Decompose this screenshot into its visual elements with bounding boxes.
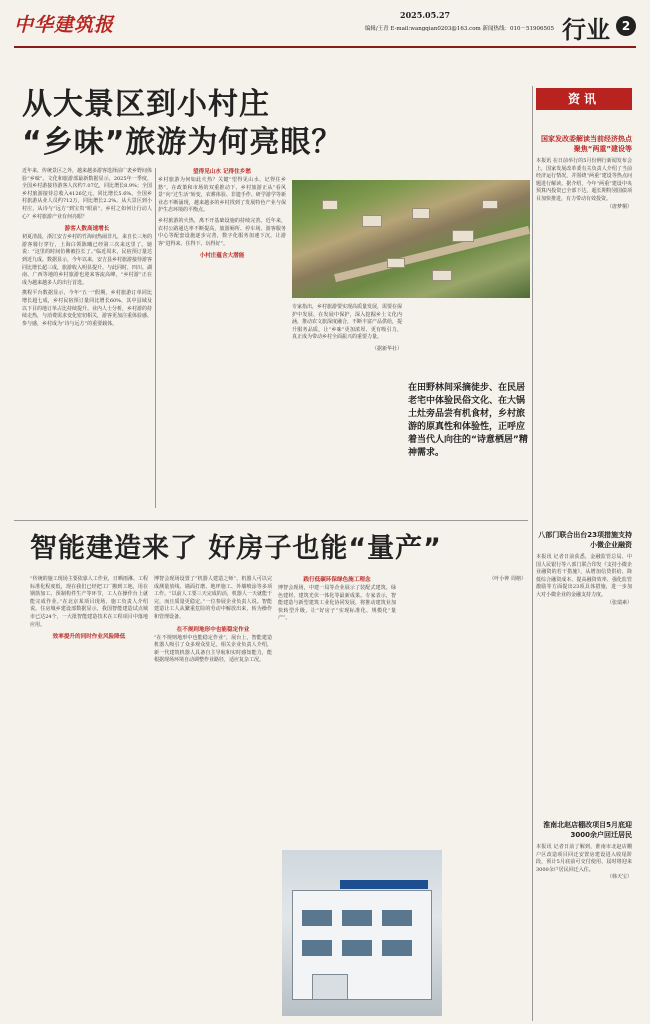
- article1-body-1: 初夏清晨，浙江安吉乡村的竹海间热闹非凡，来自长三角的游客骑行穿行，上海白领陈曦已经第三次来这里了。她说：“这里的时间仿佛被拉长了。”临近周末，民宿预订量达到近九成。数据显示，今年以来，安吉县乡村旅游接待游客同比增长超三成，旅游收入明显提升。与此同时，四川、湖南、广西等地的乡村旅游也迎来客流高峰，“乡村游”正在成为越来越多人的出行首选。: [22, 234, 153, 286]
- article2-body-4: 博智会现场，中建一局等企业展示了装配式建筑、绿色建材、建筑光伏一体化等最新成果。专家表示，智能建造与新型建筑工业化协同发展，将推动建筑业加快转型升级，让“好房子”实现标准化、规模化“量产”。: [278, 585, 396, 622]
- page-number-badge: 2: [616, 16, 636, 36]
- masthead: [14, 8, 636, 48]
- article1-subhead-1: 游客人数高速增长: [64, 226, 110, 233]
- article2-subhead-3: 践行低碳环保绿色施工理念: [303, 577, 371, 583]
- article1-body-5: 专家指出，乡村旅游要实现高质量发展，需要在保护中发展、在发展中保护，深入挖掘乡土文化内涵，推动农文旅深度融合，不断丰富产品供给，提升服务品质，让“乡味”更加浓厚、更有吸引力，真正成为带动乡村全面振兴的重要力量。: [292, 304, 403, 341]
- article1-subhead-3: 小村庄蕴含大潜能: [199, 253, 245, 260]
- sidebar-item-2-body: 本报讯 记者日前获悉，金融监管总局、中国人民银行等八部门联合印发《支持小微企业融资的若干措施》，从增加信贷供给、降低综合融资成本、提高融资效率、强化监管激励等方面提出23项具体措施，进一步加大对小微企业的金融支持力度。: [536, 554, 632, 598]
- article2-body-2: 博智会现场设置了“机器人建造之师”，机器人可以完成测量放线、墙面打磨、地坪施工、外墙喷涂等多项工作。“以前人工要三天完成的活，机器人一天就能干完，而且质量更稳定。”一位参展企业负责人说。智能建造让工人从繁重危险的劳动中解放出来，转为操作和管理设备。: [154, 576, 272, 620]
- article2-body-3: “在不规则地形中也能稳定作业”，展台上，智能建造机器人吸引了众多观众驻足。相关企业负责人介绍，新一代建筑机器人具备自主导航和实时感知能力，能根据现场环境自动调整作业路径，适应复杂工况。: [154, 634, 272, 664]
- issue-date: 2025.05.27: [400, 10, 451, 20]
- sidebar-item-1: [536, 134, 632, 211]
- article1-subhead-2: 望得见山水 记得住乡愁: [193, 169, 251, 175]
- news-briefs-tag: 资讯: [536, 88, 632, 110]
- sidebar-item-3-byline: （韩天宝）: [606, 874, 632, 881]
- article2-column-4: [402, 576, 526, 584]
- article1-column-3: [292, 304, 402, 354]
- article2-column-2: [154, 576, 272, 665]
- village-aerial-photo: [292, 180, 530, 298]
- article2-subhead-1: 效率提升的同时作业风险降低: [52, 634, 126, 641]
- article2-column-3: [278, 576, 396, 623]
- newspaper-logo: 中华建筑报: [14, 14, 115, 36]
- sidebar-item-1-headline: 国家发改委解读当前经济热点聚焦“两重”建设等: [541, 135, 632, 153]
- sidebar-item-3: [536, 820, 632, 882]
- article1-body-2: 携程平台数据显示，今年“五一”假期，乡村旅游订单同比增长超七成，乡村民宿预订量同比增长60%，其中县域及以下目的地订单占比持续提升。业内人士分析，乡村游的持续走热，与消费需求变化密切相关，游客更加注重体验感、参与感，乡村成为“诗与远方”的重要载体。: [22, 290, 153, 327]
- sidebar-item-3-headline: 淮南北赵店棚改项目5月底迎3000余户回迁居民: [543, 821, 632, 839]
- sidebar-divider: [532, 86, 533, 1021]
- article2-column-1: [30, 576, 148, 642]
- article1-column-1: [22, 168, 152, 328]
- article1-column-2: [158, 168, 286, 261]
- article1-body-3: 乡村旅游为何如此火热？关键“望得见山水、记得住乡愁”。在政策和市场的双重推动下，乡村旅游正从“看风景”向“过生活”转变，农耕体验、非遗手作、研学游学等新业态不断涌现，越来越多的乡村找到了发展特色产业与保护生态环境的平衡点。: [158, 177, 286, 214]
- article-separator: [14, 520, 528, 521]
- sidebar-item-1-body: 本报讯 在日前举行的5月份例行新闻发布会上，国家发展改革委有关负责人介绍了当前经济运行情况，并围绕“两重”建设等热点问题进行解读。据介绍，今年“两重”建设中央预算内投资已全部下达，超长期特别国债项目加快推进，有力带动有效投资。: [536, 158, 632, 202]
- article2-byline: （叶小钟 周榕）: [489, 576, 526, 582]
- article2-body-1: “传统的施工现场主要依靠人工作业，日晒雨淋、工程标准化程度低，现在我们已经把工厂搬到工地，用在钢筋加工、预制构件生产等环节，工人在操作台上就能完成作业。”在北京某项目现场，施工负责人介绍说。住房城乡建设部数据显示，我国智能建造试点城市已达24个，一大批智能建造技术在工程项目中落地应用。: [30, 576, 148, 628]
- sidebar-item-2: [536, 530, 632, 607]
- photo-caption: 在田野林间采摘徒步、在民居老宅中体验民俗文化、在大锅土灶旁品尝有机食材，乡村旅游的原真性和体验性，正呼应着当代人向往的“诗意栖居”精神需求。: [408, 383, 528, 458]
- editor-contact-line: 编辑/王青 E-mail:wangqian0203@163.com 新闻热线：010－51906505: [364, 26, 554, 32]
- sidebar-item-3-body: 本报讯 记者日前了解到，淮南市北赵店棚户区改造项目回迁安置房建设进入收尾阶段，预计5月底前可交付使用，届时将迎来3000余户居民回迁入住。: [536, 844, 632, 873]
- sidebar-item-2-byline: （张瑞素）: [606, 599, 632, 606]
- article2-subhead-2: 在不规则地形中也能稳定作业: [176, 626, 250, 633]
- article1-headline: [22, 86, 342, 162]
- article1-headline-line2: “乡味”旅游为何亮眼？: [22, 125, 343, 160]
- article1-byline: （据新华社）: [371, 345, 402, 352]
- article1-body-4: 乡村旅游的火热，离不开基础设施的持续完善。近年来，农村公路通达率不断提高，旅游厕所、停车场、游客服务中心等配套设施逐步完善，数字化服务加速下沉，让游客“进得来、住得下、玩得好”。: [158, 217, 286, 247]
- sidebar-item-2-headline: 八部门联合出台23项措施支持小微企业融资: [538, 531, 632, 549]
- section-title: 行业: [562, 15, 610, 44]
- article1-intro: 近年来，传统景区之外，越来越多游客选择前广袤乡野间体验“乡味”。文化和旅游部最新数据显示，2025年一季度，全国乡村游接待游客人次约7.07亿，同比增长8.9%；全国乡村旅游接待总收入4126亿元，同比增长5.6%。全国乡村旅游从业人员约712万，同比增长2.2%。从大景区到小村庄，从诗与“远方”到宝贵“眼前”，乡村之如何让行动人心？乡村旅游产业有何亮眼？: [22, 168, 153, 220]
- smart-building-exhibit-photo: [282, 850, 442, 1016]
- sidebar-item-1-byline: （唐梦桐）: [606, 203, 632, 210]
- article2-headline: 智能建造来了 好房子也能“量产”: [30, 533, 442, 564]
- column-divider: [155, 168, 156, 508]
- article1-headline-line1: 从大景区到小村庄: [22, 87, 270, 122]
